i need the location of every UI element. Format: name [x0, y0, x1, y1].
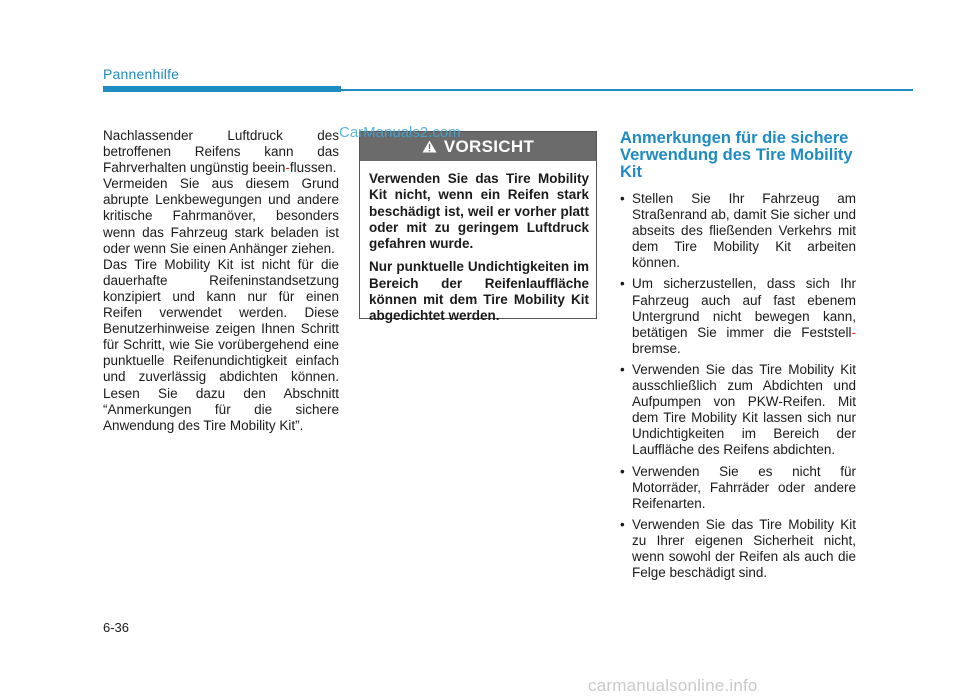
caution-paragraph: Verwenden Sie das Tire Mobility Kit nicht, wenn ein Reifen stark beschädigt ist, weil er vorher platt oder mit zu geringem Luftdruck gefahren wurde. [369, 171, 589, 252]
warning-triangle-icon [422, 140, 437, 153]
list-item-text: Um sicherzustellen, dass sich Ihr Fahrzeug auch auf fast ebenem Untergrund nicht bewegen kann, betätigen Sie immer die Feststell [632, 276, 856, 340]
caution-body [369, 171, 589, 332]
list-item: • Stellen Sie Ihr Fahrzeug am Straßenrand ab, damit Sie sicher und abseits des fließenden Verkehrs mit dem Tire Mobility Kit arbeiten können. [620, 191, 856, 271]
soft-hyphen: - [285, 160, 290, 176]
list-item: • Verwenden Sie es nicht für Motorräder, Fahrräder oder andere Reifenarten. [620, 464, 856, 512]
section-title: Pannenhilfe [103, 66, 180, 82]
caution-label: VORSICHT [443, 136, 535, 156]
paragraph-avoid: Vermeiden Sie aus diesem Grund abrupte Lenkbewegungen und andere kritische Fahrmanöver, besonders wenn das Fahrzeug stark beladen ist oder wenn Sie einen Anhänger ziehen. [103, 176, 339, 256]
header-accent-bar [103, 86, 341, 92]
list-item: • Verwenden Sie das Tire Mobility Kit zu Ihrer eigenen Sicherheit nicht, wenn sowohl der Reifen als auch die Felge beschädigt sind. [620, 517, 856, 581]
list-item-end: bremse. [632, 340, 681, 356]
section-heading: Anmerkungen für die sichere Verwendung des Tire Mobility Kit [620, 129, 853, 181]
header-rule [341, 89, 913, 91]
paragraph-pressure [103, 128, 339, 176]
watermark-top: CarManuals2.com [339, 124, 461, 141]
paragraph-kit-info: Das Tire Mobility Kit ist nicht für die dauerhafte Reifeninstandsetzung konzipiert und kann nur für einen Reifen verwendet werden. Diese Benutzerhinweise zeigen Ihnen Schritt für Schritt, wie Sie vorübergehend eine punktuelle Reifenundichtigkeit einfach und zuverlässig abdichten können. Lesen Sie dazu den Abschnitt “Anmerkungen für die sichere Anwendung des Tire Mobility Kit”. [103, 256, 339, 433]
right-column [620, 130, 856, 586]
page-number: 6-36 [103, 620, 130, 635]
safety-notes-list [620, 191, 856, 581]
paragraph-pressure-text: Nachlassender Luftdruck des betroffenen Reifens kann das Fahrverhalten ungünstig beein [103, 128, 339, 176]
caution-paragraph: Nur punktuelle Undichtigkeiten im Bereich der Reifenlauffläche können mit dem Tire Mobility Kit abgedichtet werden. [369, 259, 589, 324]
paragraph-pressure-end: flussen. [289, 160, 337, 176]
list-item: • Verwenden Sie das Tire Mobility Kit ausschließlich zum Abdichten und Aufpumpen von PKW-Reifen. Mit dem Tire Mobility Kit lassen sich nur Undichtigkeiten im Bereich der Lauffläche des Reifens abdichten. [620, 362, 856, 459]
watermark-bottom: carmanualsonline.info [588, 676, 758, 695]
left-column [103, 128, 339, 434]
caution-box [359, 131, 597, 324]
soft-hyphen: - [851, 324, 856, 340]
list-item [620, 276, 856, 356]
